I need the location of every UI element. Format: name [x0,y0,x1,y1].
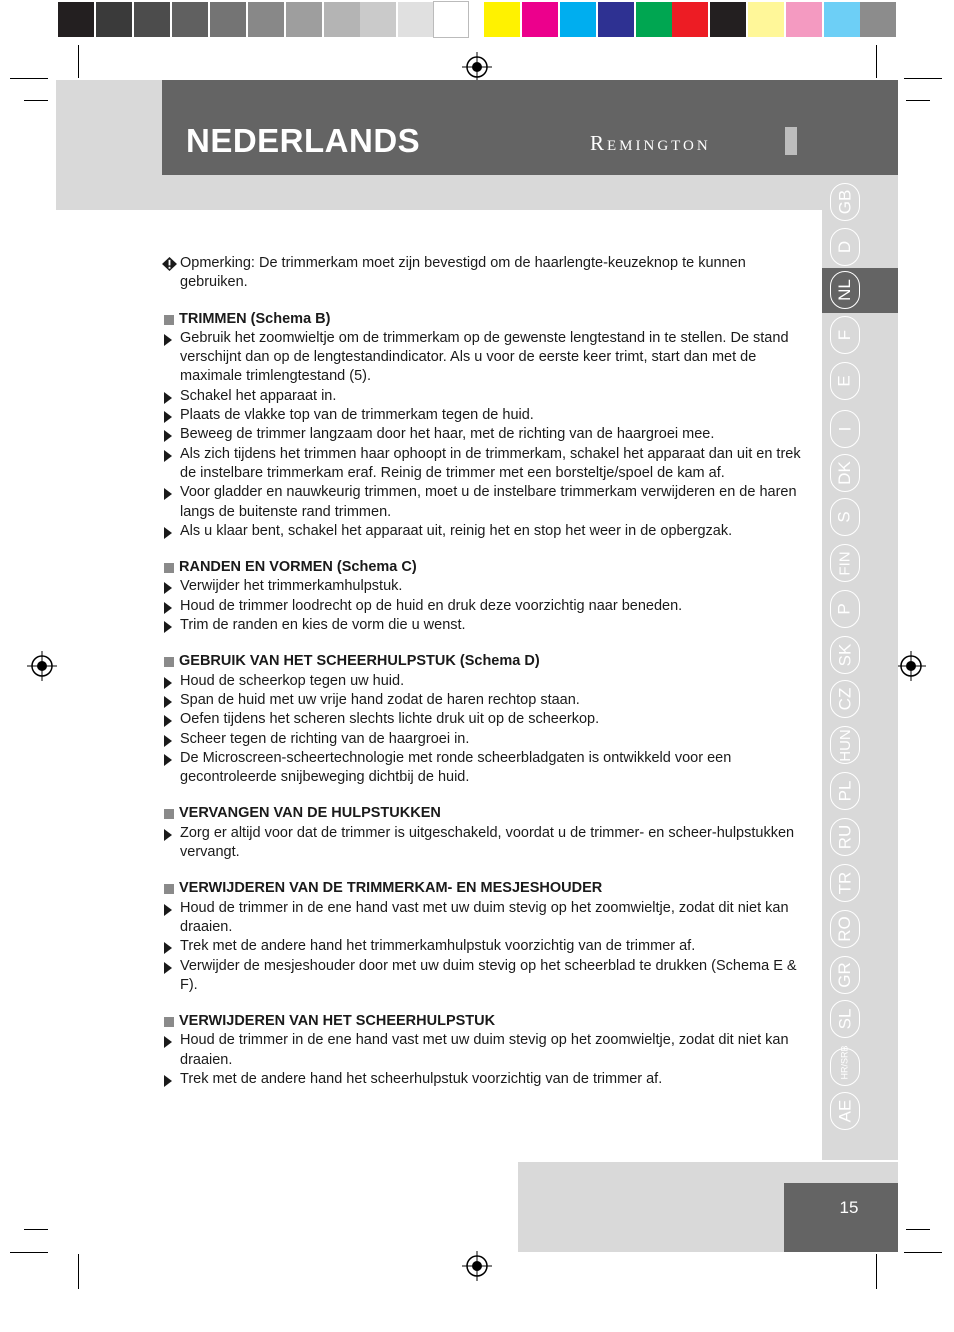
triangle-bullet-icon [164,904,172,916]
language-tab-label: F [834,329,854,341]
list-item-text: Trek met de andere hand het trimmerkamhulpstuk voorzichtig van de trimmer af. [180,938,696,955]
color-swatch [748,2,784,37]
triangle-bullet-icon [164,621,172,633]
section [162,1012,802,1089]
section-heading-text: VERVANGEN VAN DE HULPSTUKKEN [179,805,441,822]
section [162,310,802,542]
section-heading [162,879,802,898]
list-item-text: Voor gladder en nauwkeurig trimmen, moet u de instelbare trimmerkam verwijderen en de haren langs de buitenste rand trimmen. [180,484,797,520]
language-tab-label: GR [835,962,854,988]
color-swatch [434,2,468,37]
list-item [162,730,802,749]
triangle-bullet-icon [164,1036,172,1048]
color-swatch [286,2,322,37]
language-tab-label: HUN [836,728,854,762]
triangle-bullet-icon [164,696,172,708]
list-item-text: Gebruik het zoomwieltje om de trimmerkam op de gewenste lengtestand in te stellen. De stand verschijnt dan op de lengtestandindicator. Als u voor de eerste keer trimt, start dan met de maximale trimlengtestand (5). [180,329,789,385]
sections [162,310,802,1090]
section-heading-text: VERWIJDEREN VAN DE TRIMMERKAM- EN MESJESHOUDER [179,880,603,897]
list-item [162,957,802,996]
language-tab-label: DK [835,461,854,485]
triangle-bullet-icon [164,677,172,689]
section [162,558,802,635]
language-tab-e[interactable] [830,362,860,400]
triangle-bullet-icon [164,962,172,974]
crop-mark [876,1254,877,1289]
language-tab-fin[interactable] [830,544,860,582]
section-heading [162,652,802,671]
language-tab-pl[interactable] [830,772,860,810]
list-item [162,522,802,541]
language-tab-label: TR [834,871,854,895]
list-item-text: Plaats de vlakke top van de trimmerkam tegen de huid. [180,407,534,424]
color-swatch [172,2,208,37]
color-swatch [598,2,634,37]
color-swatch [96,2,132,37]
square-bullet-icon [164,884,174,894]
crop-mark [24,1229,48,1230]
list-item [162,483,802,522]
triangle-bullet-icon [164,430,172,442]
crop-mark [78,1254,79,1289]
color-swatch [672,2,708,37]
list-item-text: Als zich tijdens het trimmen haar ophoopt in de trimmerkam, schakel het apparaat dan uit en trek de instelbare trimmerkam eraf. Reinig de trimmer met een borsteltje/spoel de kam af. [180,445,801,481]
list-item [162,1070,802,1089]
list-item-text: Houd de scheerkop tegen uw huid. [180,672,405,689]
language-tab-label: RO [835,916,854,942]
language-tab-nl[interactable] [830,271,860,309]
list-item [162,425,802,444]
list-item [162,824,802,863]
list-item-text: Houd de trimmer in de ene hand vast met uw duim stevig op het zoomwieltje, zodat dit niet kan draaien. [180,1032,789,1068]
registration-mark-icon [462,52,492,82]
list-item-text: Oefen tijdens het scheren slechts lichte druk uit op de scheerkop. [180,711,600,728]
section [162,879,802,995]
color-swatch [522,2,558,37]
list-item-text: Zorg er altijd voor dat de trimmer is uitgeschakeld, voordat u de trimmer- en scheer-hulpstukken vervangt. [180,824,795,861]
brand-logo: Remington [590,131,711,155]
crop-mark [906,100,930,101]
triangle-bullet-icon [164,582,172,594]
list-item [162,937,802,956]
triangle-bullet-icon [164,392,172,404]
language-tab-hun[interactable] [830,726,860,764]
section-heading-text: VERWIJDEREN VAN HET SCHEERHULPSTUK [179,1013,496,1030]
note-text: Opmerking: De trimmerkam moet zijn bevestigd om de haarlengte-keuzeknop te kunnen gebruiken. [180,255,746,291]
page-number: 15 [839,1198,859,1217]
list-item-text: Trim de randen en kies de vorm die u wenst. [180,617,466,634]
section-heading [162,558,802,577]
color-swatch [398,2,434,37]
brand-mark [785,127,797,155]
triangle-bullet-icon [164,1075,172,1087]
main-content [162,254,802,1089]
square-bullet-icon [164,315,174,325]
language-tab-label: S [835,511,854,523]
language-tab-label: AE [835,1099,854,1123]
list-item [162,749,802,788]
triangle-bullet-icon [164,334,172,346]
list-item [162,445,802,484]
square-bullet-icon [164,809,174,819]
color-swatch [786,2,822,37]
language-tab-ro[interactable] [830,910,860,948]
triangle-bullet-icon [164,411,172,423]
page-title: NEDERLANDS [186,122,421,159]
list-item-text: Span de huid met uw vrije hand zodat de haren rechtop staan. [180,691,580,708]
triangle-bullet-icon [164,942,172,954]
language-tab-gr[interactable] [830,956,860,994]
language-tab-p[interactable] [830,590,860,628]
section-heading [162,310,802,329]
crop-mark [876,45,877,78]
language-tab-label: E [835,375,854,387]
square-bullet-icon [164,1017,174,1027]
list-item [162,672,802,691]
triangle-bullet-icon [164,715,172,727]
color-swatch [824,2,860,37]
section-heading-text: RANDEN EN VORMEN (Schema C) [179,559,417,576]
language-tab-label: NL [834,279,854,301]
color-swatch [134,2,170,37]
list-item [162,577,802,596]
list-item [162,710,802,729]
list-item-text: Beweeg de trimmer langzaam door het haar, met de richting van de haargroei mee. [180,426,715,443]
color-swatch [860,2,896,37]
language-tab-dk[interactable] [830,454,860,492]
list-item-text: Scheer tegen de richting van de haargroei in. [180,730,470,747]
crop-mark [906,1229,930,1230]
language-tab-ru[interactable] [830,818,860,856]
triangle-bullet-icon [164,754,172,766]
language-tab-label: I [834,426,854,432]
section [162,652,802,787]
language-tab-label: FIN [836,550,854,576]
registration-mark-icon [27,651,57,681]
list-item [162,406,802,425]
square-bullet-icon [164,563,174,573]
registration-mark-icon [896,651,926,681]
color-swatch [636,2,672,37]
language-tab-sl[interactable] [830,1000,860,1038]
section-heading-text: TRIMMEN (Schema B) [179,310,331,327]
language-tab-label: SL [834,1008,854,1030]
list-item [162,616,802,635]
language-tab-label: P [835,603,854,615]
triangle-bullet-icon [164,450,172,462]
color-swatch [710,2,746,37]
language-tab-s[interactable] [830,498,860,536]
crop-mark [10,1252,48,1253]
list-item-text: Verwijder het trimmerkamhulpstuk. [180,578,403,595]
note [162,254,802,293]
crop-mark [904,78,942,79]
language-tab-label: SK [835,643,854,667]
warning-icon [162,257,177,271]
list-item [162,387,802,406]
language-tab-label: D [835,240,854,254]
list-item-text: Verwijder de mesjeshouder door met uw duim stevig op het scheerblad te drukken (Schema E & F). [180,957,797,993]
language-tab-label: GB [835,189,854,215]
color-swatch [58,2,94,37]
list-item-text: Houd de trimmer in de ene hand vast met uw duim stevig op het zoomwieltje, zodat dit niet kan draaien. [180,899,789,935]
color-swatch [210,2,246,37]
square-bullet-icon [164,657,174,667]
language-tab-f[interactable] [830,316,860,354]
section [162,804,802,862]
list-item [162,597,802,616]
list-item [162,691,802,710]
language-tab-hr-srb[interactable] [830,1044,860,1086]
language-tab-d[interactable] [830,228,860,266]
language-tab-label: PL [834,780,854,802]
crop-mark [78,45,79,78]
list-item-text: Houd de trimmer loodrecht op de huid en druk deze voorzichtig naar beneden. [180,597,683,614]
list-item-text: De Microscreen-scheertechnologie met ronde scheerbladgaten is ontwikkeld voor een gecontroleerde snijbeweging dichtbij de huid. [180,749,732,786]
color-swatch [324,2,360,37]
color-swatch [360,2,396,37]
registration-mark-icon [462,1251,492,1281]
section-heading [162,804,802,823]
language-tab-label: CZ [834,687,854,711]
triangle-bullet-icon [164,829,172,841]
language-tab-sk[interactable] [830,636,860,674]
list-item-text: Schakel het apparaat in. [180,387,337,404]
triangle-bullet-icon [164,602,172,614]
language-tab-label: RU [835,824,854,850]
language-tab-tr[interactable] [830,864,860,902]
triangle-bullet-icon [164,735,172,747]
color-swatch [248,2,284,37]
list-item [162,1031,802,1070]
triangle-bullet-icon [164,488,172,500]
list-item-text: Trek met de andere hand het scheerhulpstuk voorzichtig van de trimmer af. [180,1070,663,1087]
language-tab-ae[interactable] [830,1092,860,1130]
color-swatch [560,2,596,37]
language-tab-cz[interactable] [830,680,860,718]
color-swatch [484,2,520,37]
crop-mark [904,1252,942,1253]
list-item [162,329,802,387]
list-item-text: Als u klaar bent, schakel het apparaat uit, reinig het en stop het weer in de opbergzak. [180,522,733,539]
language-tab-gb[interactable] [830,183,860,221]
section-heading [162,1012,802,1031]
language-tab-i[interactable] [830,410,860,448]
section-heading-text: GEBRUIK VAN HET SCHEERHULPSTUK (Schema D) [179,653,540,670]
crop-mark [10,78,48,79]
triangle-bullet-icon [164,527,172,539]
list-item [162,899,802,938]
language-tab-label: HR/SRB [839,1044,850,1079]
crop-mark [24,100,48,101]
